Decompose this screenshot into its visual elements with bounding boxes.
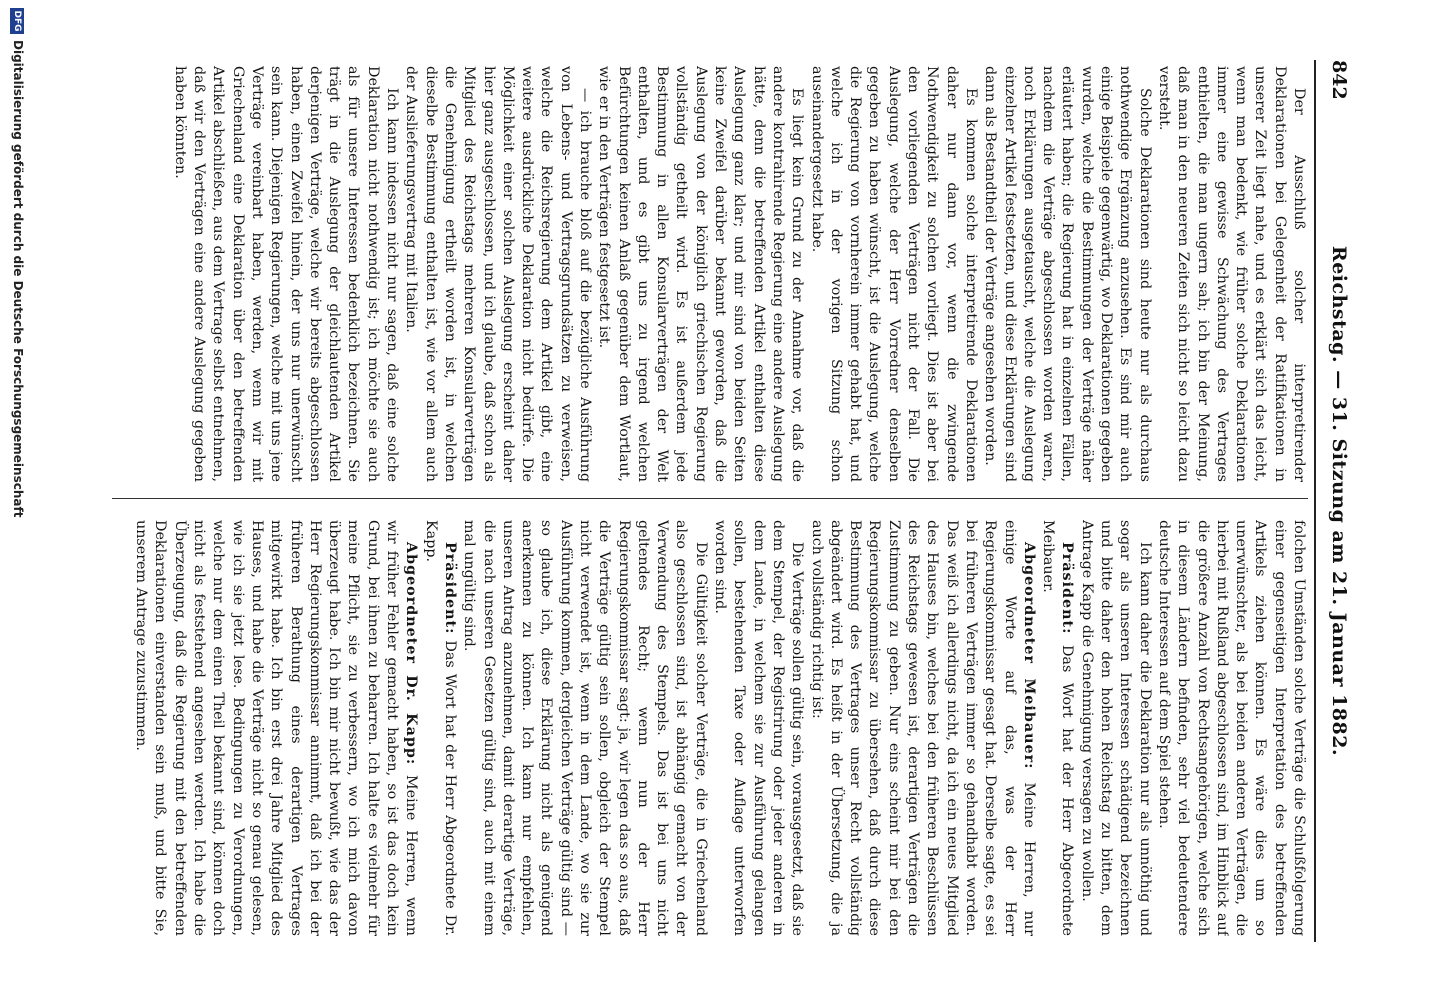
- speech-text: Meine Herren, nur einige Worte auf das, was der Herr Regierungskommissar gesagt hat. Derselbe sagte, es sei bei früheren Verträgen immer so gehandhabt worden. Das weiß ich allerdings nicht, da ich ein neues Mitglied des Hauses bin, welches bei den früheren Beschlüssen des Reichstags gewesen ist, derartigen Verträgen die Zustimmung zu geben. Nur eins scheint mir bei den Regierungskommissar zu übersehen, daß durch diese Bestimmung des Vertrages unser Recht vollständig abgeändert wird. Es heißt in der Übersetzung, die ja auch vollständig richtig ist:: [808, 520, 1037, 936]
- column-divider: [112, 498, 1308, 499]
- header-rule: [1314, 60, 1316, 942]
- paragraph: — ich brauche bloß auf die bezügliche Ausführung von Lebens- und Vertragsgrundsätzen zu verweisen, welche die Reichsregierung dem Artikel gibt, eine weitere ausdrückliche Deklaration nicht bedürfe. Die Möglichkeit einer solchen Auslegung erscheint daher hier ganz ausgeschlossen, und ich glaube, daß schon als Mitglied des Reichstags mehreren Konsularverträgen die Genehmigung ertheilt worden ist, in welchen dieselbe Bestimmung enthalten ist, wie vor allem auch der Auslieferungsvertrag mit Italien.: [403, 66, 594, 482]
- page-header: [1320, 60, 1356, 942]
- speaker-name: Präsident:: [441, 542, 458, 635]
- paragraph: Ich kann indessen nicht nur sagen, daß eine solche Deklaration nicht nothwendig ist; ich möchte sie auch als für unsere Interessen bedenklich bezeichnen. Sie trägt in die Auslegung der gleichlautenden Artikel derjenigen Verträge, welche wir bereits abgeschlossen haben, einen Zweifel hinein, der uns nur unerwünscht sein kann. Diejenigen Regierungen, welche mit uns jene Verträge vereinbart haben, werden, wenn wir mit Griechenland eine Deklaration über den betreffenden Artikel abschließen, aus dem Vertrage selbst entnehmen, daß wir den Verträgen eine andere Auslegung gegeben haben könnten.: [171, 66, 401, 482]
- speech-paragraph: [806, 520, 1038, 936]
- paragraph: Es liegt kein Grund zu der Annahme vor, daß die andere kontrahirende Regierung eine andere Auslegung hätte, denn die betreffenden Artikel enthalten diese Auslegung ganz klar; und mir sind von beiden Seiten keine Zweifel darüber bekannt geworden, daß die Auslegung von der königlich griechischen Regierung vollständig getheilt wird. Es ist außerdem jede Bestimmung in allen Konsularverträgen der Welt enthalten, und es gibt uns zu irgend welchen Befürchtungen keinen Anlaß gegenüber dem Wortlaut, wie er in den Verträgen festgesetzt ist.: [596, 66, 806, 482]
- paragraph: Solche Deklarationen sind heute nur als durchaus nothwendige Ergänzung anzusehen. Es sind mir auch einige Beispiele gegenwärtig, wo Deklarationen gegeben wurden, welche die Bestimmungen der Verträge näher erläutert haben; die Regierung hat in einzelnen Fällen, nachdem die Verträge abgeschlossen worden waren, noch Erklärungen ausgetauscht, welche die Auslegung einzelner Artikel festsetzten, und diese Erklärungen sind dann als Bestandtheil der Verträge angesehen worden.: [982, 66, 1153, 482]
- paragraph: Der Ausschluß solcher interpretirender Deklarationen bei Gelegenheit der Ratifikationen in unserer Zeit liegt nahe, und es erklärt sich das leicht, wenn man bedenkt, wie früher solche Deklarationen immer eine gewisse Schwächung des Vertrages enthielten, die man ungern sah; ich bin der Meinung, daß man in den neueren Zeiten sich nicht so leicht dazu versteht.: [1155, 66, 1307, 482]
- right-column: [88, 520, 1308, 936]
- speech-paragraph: [131, 520, 420, 936]
- speech-text: Das Wort hat der Herr Abgeordnete Meibauer.: [1040, 520, 1076, 936]
- page-number: 842: [1328, 60, 1350, 100]
- dfg-logo-icon: DFG: [10, 8, 24, 34]
- paragraph: Ich kann daher die Deklaration nur als unnöthig und sogar als unseren Interessen schädigend bezeichnen und bitte daher den hohen Reichstag zu bitten, dem Antrage Kapp die Genehmigung versagen zu wollen.: [1078, 520, 1153, 936]
- paragraph: Die Verträge sollen gültig sein, vorausgesetzt, daß sie dem Stempel, der Registrirung oder jeder anderen in dem Lande, in welchem sie zur Ausführung gelangen sollen, bestehenden Taxe oder Auflage unterworfen worden sind.: [712, 520, 806, 936]
- speech-text: Das Wort hat der Herr Abgeordnete Dr. Kapp.: [422, 520, 458, 936]
- paragraph: Es kommen solche interpretirende Deklarationen daher nur dann vor, wenn die zwingende Nothwendigkeit zu solchen vorliegt. Dies ist aber bei den vorliegenden Verträgen nicht der Fall. Die Auslegung, welche der Herr Vorredner denselben gegeben zu haben wünscht, ist die Auslegung, welche die Regierung von vornherein immer gehabt hat, und welche ich in der vorigen Sitzung schon auseinandergesetzt habe.: [808, 66, 979, 482]
- speech-paragraph: [420, 520, 459, 936]
- speech-paragraph: [1038, 520, 1077, 936]
- paragraph: folchen Umständen solche Verträge die Schlußfolgerung einer gegenseitigen Interpretation des betreffenden Artikels ziehen können. Es wäre dies um so unerwünschter, als bei beiden anderen Verträgen, die hierbei mit Rußland abgeschlossen sind, im Hinblick auf die größere Anzahl von Rechtsangehörigen, welche sich in diesem Ländern befinden, sehr viel bedeutendere deutsche Interessen auf dem Spiel stehen.: [1155, 520, 1307, 936]
- speaker-name: Präsident:: [1059, 542, 1076, 635]
- left-column: [88, 66, 1308, 482]
- speech-text: Meine Herren, wenn wir früher Fehler gemacht haben, so ist das doch kein Grund, bei ihnen zu beharren. Ich halte es vielmehr für meine Pflicht, sie zu verbessern, wo ich mich davon überzeugt habe. Ich bin mir nicht bewußt, wie das der Herr Regierungskommissar annimmt, daß ich bei der früheren Berathung eines derartigen Vertrages mitgewirkt habe. Ich bin erst drei Jahre Mitglied des Hauses, und habe die Verträge nicht so genau gelesen, wie ich sie jetzt lese. Bedingungen zu Verordnungen, welche nur dem einen Theil bekannt sind, können doch nicht als feststehend angesehen werden. Ich habe die Überzeugung, daß die Regierung mit den betreffenden Deklarationen einverstanden sein muß, und bitte Sie, unserem Antrage zuzustimmen.: [133, 520, 420, 936]
- paragraph: Die Gültigkeit solcher Verträge, die in Griechenland also geschlossen sind, ist abhängig gemacht von der Verwendung des Stempels. Das ist bei uns nicht geltendes Recht; wenn nun der Herr Regierungskommissar sagt: ja, wir legen das so aus, daß die Verträge gültig sein sollen, obgleich der Stempel nicht verwendet ist, wenn in dem Lande, wo sie zur Ausführung kommen, dergleichen Verträge gültig sind — so glaube ich, diese Erklärung nicht als genügend anerkennen zu können. Ich kann nur empfehlen, unseren Antrag anzunehmen, damit derartige Verträge, die nach unseren Gesetzen gültig sind, auch mit einem mal ungültig sind.: [461, 520, 709, 936]
- speaker-name: Abgeordneter Dr. Kapp:: [403, 542, 420, 766]
- digitization-footer: [4, 0, 26, 1000]
- speaker-name: Abgeordneter Meibauer:: [1020, 542, 1037, 770]
- funding-notice: Digitalisierung gefördert durch die Deutsche Forschungsgemeinschaft: [11, 40, 25, 518]
- running-title: Reichstag. — 31. Sitzung am 21. Januar 1882.: [1328, 245, 1350, 757]
